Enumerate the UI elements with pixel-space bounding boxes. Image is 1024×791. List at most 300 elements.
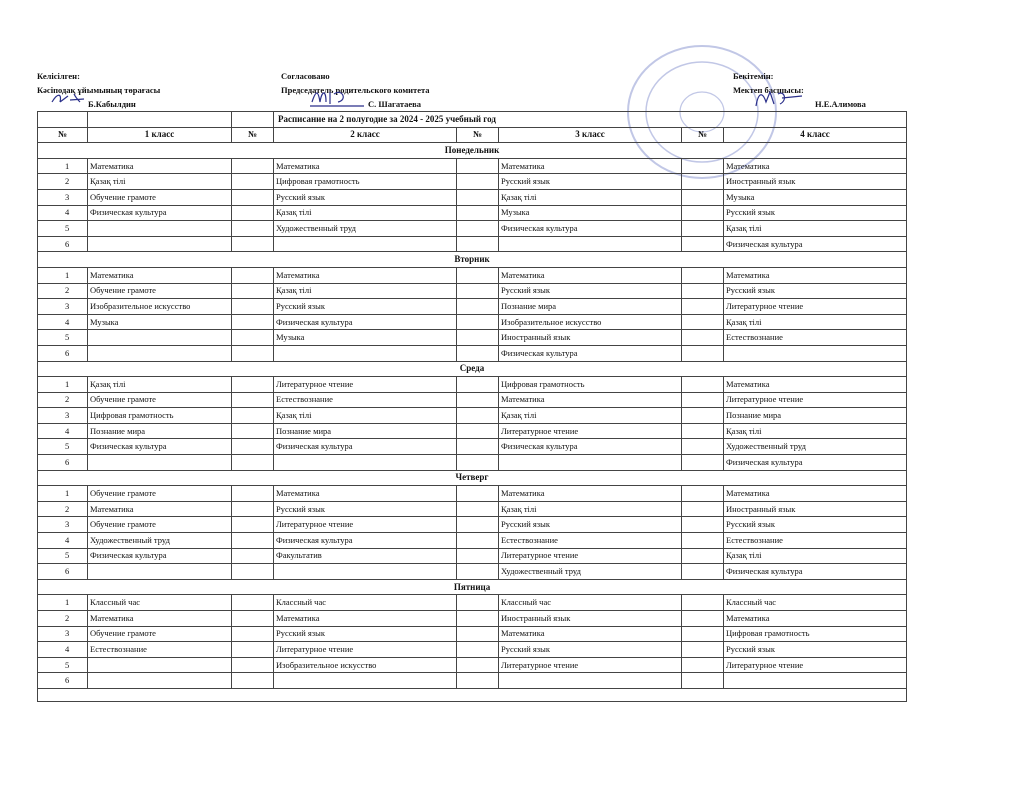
blank-cell: [457, 345, 499, 361]
table-row: [38, 158, 907, 174]
table-row: [38, 314, 907, 330]
class-2-subject: Изобразительное искусство: [274, 657, 457, 673]
day-header-row: [38, 252, 907, 268]
blank-cell: [457, 221, 499, 237]
class-1-subject: Музыка: [88, 314, 232, 330]
blank-cell: [232, 611, 274, 627]
table-row: [38, 189, 907, 205]
table-row: [38, 423, 907, 439]
class-2-subject: Русский язык: [274, 189, 457, 205]
table-footer-row: [38, 688, 907, 701]
class-4-subject: Қазақ тілі: [724, 423, 907, 439]
blank-cell: [682, 330, 724, 346]
class-3-subject: Познание мира: [499, 299, 682, 315]
class-1-subject: Изобразительное искусство: [88, 299, 232, 315]
class-2-subject: Литературное чтение: [274, 517, 457, 533]
blank-cell: [457, 267, 499, 283]
class-1-subject: [88, 221, 232, 237]
class-1-subject: Математика: [88, 611, 232, 627]
class-2-subject: Музыка: [274, 330, 457, 346]
class-3-subject: Литературное чтение: [499, 548, 682, 564]
class-2-subject: Естествознание: [274, 392, 457, 408]
blank-cell: [682, 626, 724, 642]
lesson-number: 3: [38, 517, 88, 533]
day-name: Понедельник: [38, 143, 907, 159]
class-1-subject: Обучение грамоте: [88, 392, 232, 408]
day-name: Вторник: [38, 252, 907, 268]
class-3-subject: Математика: [499, 267, 682, 283]
blank-cell: [457, 408, 499, 424]
class-2-subject: Математика: [274, 158, 457, 174]
blank-cell: [457, 392, 499, 408]
class-4-subject: Иностранный язык: [724, 174, 907, 190]
class-2-subject: Русский язык: [274, 501, 457, 517]
class-3-subject: [499, 673, 682, 689]
blank-cell: [682, 439, 724, 455]
blank-cell: [232, 267, 274, 283]
table-row: [38, 533, 907, 549]
blank-cell: [232, 564, 274, 580]
day-header-row: [38, 361, 907, 377]
blank-cell: [457, 314, 499, 330]
blank-cell: [457, 330, 499, 346]
approval-middle-name: С. Шагатаева: [368, 99, 422, 109]
class-2-subject: [274, 236, 457, 252]
approval-left-label: Келісілген:: [37, 71, 80, 81]
signature-middle: [308, 86, 366, 108]
blank-cell: [232, 299, 274, 315]
lesson-number: 2: [38, 392, 88, 408]
class-4-subject: Математика: [724, 486, 907, 502]
blank-cell: [457, 642, 499, 658]
class-3-subject: Иностранный язык: [499, 611, 682, 627]
class-1-subject: Естествознание: [88, 642, 232, 658]
lesson-number: 1: [38, 267, 88, 283]
class-4-subject: Русский язык: [724, 517, 907, 533]
blank-cell: [232, 408, 274, 424]
table-row: [38, 267, 907, 283]
day-header-row: [38, 143, 907, 159]
blank-cell: [457, 439, 499, 455]
blank-cell: [682, 345, 724, 361]
class-2-subject: Классный час: [274, 595, 457, 611]
class-3-subject: Қазақ тілі: [499, 189, 682, 205]
blank-cell: [232, 423, 274, 439]
table-row: [38, 486, 907, 502]
blank-cell: [682, 392, 724, 408]
class-3-subject: Математика: [499, 392, 682, 408]
blank-cell: [232, 533, 274, 549]
table-row: [38, 205, 907, 221]
class-3-subject: Естествознание: [499, 533, 682, 549]
class-2-subject: Цифровая грамотность: [274, 174, 457, 190]
blank-cell: [682, 221, 724, 237]
table-row: [38, 236, 907, 252]
blank-cell: [457, 564, 499, 580]
blank-cell: [457, 455, 499, 471]
class-1-subject: Обучение грамоте: [88, 486, 232, 502]
blank-cell: [682, 205, 724, 221]
class-2-subject: [274, 673, 457, 689]
class-4-subject: Иностранный язык: [724, 501, 907, 517]
class-3-subject: Математика: [499, 158, 682, 174]
class-1-subject: Математика: [88, 158, 232, 174]
day-name: Среда: [38, 361, 907, 377]
table-row: [38, 392, 907, 408]
lesson-number: 1: [38, 158, 88, 174]
class-4-subject: Классный час: [724, 595, 907, 611]
lesson-number: 5: [38, 330, 88, 346]
blank-cell: [682, 486, 724, 502]
blank-cell: [232, 377, 274, 393]
approval-left-role: Кәсіподақ ұйымының төрағасы: [37, 85, 161, 95]
class-3-subject: Математика: [499, 486, 682, 502]
class-3-subject: [499, 455, 682, 471]
class-1-subject: [88, 236, 232, 252]
class-1-subject: Физическая культура: [88, 439, 232, 455]
table-row: [38, 673, 907, 689]
blank-cell: [232, 455, 274, 471]
class-3-subject: Литературное чтение: [499, 423, 682, 439]
class-2-subject: Математика: [274, 611, 457, 627]
class-4-subject: Русский язык: [724, 642, 907, 658]
lesson-number: 5: [38, 548, 88, 564]
blank-cell: [682, 517, 724, 533]
blank-cell: [457, 174, 499, 190]
class-3-subject: Русский язык: [499, 642, 682, 658]
blank-cell: [38, 688, 907, 701]
signature-right: [752, 88, 808, 110]
class-2-subject: [274, 345, 457, 361]
table-row: [38, 221, 907, 237]
day-name: Четверг: [38, 470, 907, 486]
blank-cell: [457, 611, 499, 627]
day-name: Пятница: [38, 579, 907, 595]
column-header-row: [38, 127, 907, 143]
blank-cell: [232, 236, 274, 252]
blank-cell: [682, 455, 724, 471]
lesson-number: 4: [38, 533, 88, 549]
lesson-number: 3: [38, 189, 88, 205]
class-3-subject: Музыка: [499, 205, 682, 221]
class-4-subject: Математика: [724, 611, 907, 627]
col-no-4: №: [682, 127, 724, 143]
lesson-number: 2: [38, 174, 88, 190]
day-header-row: [38, 470, 907, 486]
lesson-number: 2: [38, 611, 88, 627]
class-2-subject: Физическая культура: [274, 314, 457, 330]
class-2-subject: Познание мира: [274, 423, 457, 439]
class-4-subject: Художественный труд: [724, 439, 907, 455]
blank-cell: [457, 673, 499, 689]
class-4-subject: Қазақ тілі: [724, 314, 907, 330]
blank-cell: [457, 377, 499, 393]
col-no-1: №: [38, 127, 88, 143]
approval-right-label: Бекітемін:: [733, 71, 774, 81]
blank-cell: [682, 267, 724, 283]
blank-cell: [232, 595, 274, 611]
class-4-subject: Музыка: [724, 189, 907, 205]
blank-cell: [457, 548, 499, 564]
approval-middle-role: Председатель родительского комитета: [281, 85, 430, 95]
blank-cell: [682, 236, 724, 252]
blank-cell: [457, 501, 499, 517]
lesson-number: 6: [38, 564, 88, 580]
schedule-table: [37, 111, 907, 702]
table-row: [38, 548, 907, 564]
blank-cell: [232, 439, 274, 455]
lesson-number: 6: [38, 673, 88, 689]
class-3-subject: Физическая культура: [499, 221, 682, 237]
blank-cell: [232, 642, 274, 658]
table-row: [38, 345, 907, 361]
signature-left: [50, 90, 90, 106]
blank-cell: [682, 408, 724, 424]
table-row: [38, 174, 907, 190]
blank-cell: [232, 158, 274, 174]
lesson-number: 5: [38, 221, 88, 237]
blank-cell: [682, 377, 724, 393]
class-4-subject: Естествознание: [724, 533, 907, 549]
blank-cell: [682, 533, 724, 549]
class-1-subject: Художественный труд: [88, 533, 232, 549]
class-4-subject: Физическая культура: [724, 455, 907, 471]
lesson-number: 2: [38, 283, 88, 299]
blank-cell: [232, 189, 274, 205]
class-1-subject: [88, 657, 232, 673]
title-row: [38, 112, 907, 128]
blank-cell: [457, 486, 499, 502]
class-2-subject: Қазақ тілі: [274, 283, 457, 299]
blank-cell: [457, 423, 499, 439]
class-4-subject: Цифровая грамотность: [724, 626, 907, 642]
blank-cell: [232, 330, 274, 346]
class-2-subject: Русский язык: [274, 626, 457, 642]
lesson-number: 1: [38, 377, 88, 393]
table-row: [38, 501, 907, 517]
class-3-subject: Литературное чтение: [499, 657, 682, 673]
blank-cell: [457, 189, 499, 205]
blank-cell: [232, 345, 274, 361]
blank-cell: [682, 299, 724, 315]
class-3-subject: Қазақ тілі: [499, 501, 682, 517]
class-4-subject: Литературное чтение: [724, 299, 907, 315]
class-2-subject: Физическая культура: [274, 439, 457, 455]
class-3-subject: Физическая культура: [499, 439, 682, 455]
class-4-subject: Математика: [724, 158, 907, 174]
approval-right-name: Н.Е.Алимова: [815, 99, 866, 109]
lesson-number: 3: [38, 408, 88, 424]
blank-cell: [232, 392, 274, 408]
table-row: [38, 283, 907, 299]
class-3-subject: Қазақ тілі: [499, 408, 682, 424]
approval-left-name: Б.Кабылдин: [88, 99, 136, 109]
class-3-subject: Цифровая грамотность: [499, 377, 682, 393]
blank-cell: [232, 548, 274, 564]
class-2-subject: Қазақ тілі: [274, 408, 457, 424]
col-class-4: 4 класс: [724, 127, 907, 143]
blank-cell: [457, 299, 499, 315]
class-3-subject: Русский язык: [499, 517, 682, 533]
table-row: [38, 611, 907, 627]
class-1-subject: [88, 564, 232, 580]
blank-cell: [457, 205, 499, 221]
lesson-number: 6: [38, 455, 88, 471]
class-1-subject: [88, 330, 232, 346]
class-1-subject: Қазақ тілі: [88, 377, 232, 393]
class-3-subject: Математика: [499, 626, 682, 642]
class-3-subject: [499, 236, 682, 252]
blank-cell: [457, 517, 499, 533]
blank-cell: [457, 236, 499, 252]
class-2-subject: Факультатив: [274, 548, 457, 564]
table-row: [38, 564, 907, 580]
class-3-subject: Русский язык: [499, 174, 682, 190]
blank-cell: [232, 221, 274, 237]
col-class-3: 3 класс: [499, 127, 682, 143]
class-1-subject: Физическая культура: [88, 548, 232, 564]
blank-cell: [682, 595, 724, 611]
blank-cell: [232, 626, 274, 642]
lesson-number: 1: [38, 486, 88, 502]
lesson-number: 6: [38, 236, 88, 252]
blank-cell: [232, 314, 274, 330]
blank-cell: [457, 533, 499, 549]
table-row: [38, 626, 907, 642]
blank-cell: [457, 626, 499, 642]
blank-cell: [682, 657, 724, 673]
table-row: [38, 330, 907, 346]
table-row: [38, 517, 907, 533]
table-row: [38, 408, 907, 424]
blank-cell: [682, 548, 724, 564]
class-1-subject: [88, 345, 232, 361]
blank-cell: [682, 283, 724, 299]
class-1-subject: Математика: [88, 267, 232, 283]
class-4-subject: Физическая культура: [724, 236, 907, 252]
day-header-row: [38, 579, 907, 595]
lesson-number: 4: [38, 642, 88, 658]
blank-cell: [232, 174, 274, 190]
col-no-3: №: [457, 127, 499, 143]
lesson-number: 3: [38, 299, 88, 315]
blank-cell: [232, 657, 274, 673]
blank-cell: [682, 564, 724, 580]
lesson-number: 4: [38, 205, 88, 221]
blank-cell: [232, 205, 274, 221]
blank-cell: [682, 501, 724, 517]
col-no-2: №: [232, 127, 274, 143]
class-4-subject: Физическая культура: [724, 564, 907, 580]
table-row: [38, 299, 907, 315]
blank-cell: [682, 189, 724, 205]
col-class-2: 2 класс: [274, 127, 457, 143]
blank-cell: [682, 423, 724, 439]
class-1-subject: Қазақ тілі: [88, 174, 232, 190]
lesson-number: 4: [38, 423, 88, 439]
class-4-subject: Қазақ тілі: [724, 221, 907, 237]
blank-cell: [232, 501, 274, 517]
blank-cell: [682, 174, 724, 190]
class-2-subject: Русский язык: [274, 299, 457, 315]
class-1-subject: Обучение грамоте: [88, 517, 232, 533]
blank-cell: [232, 673, 274, 689]
blank-cell: [682, 673, 724, 689]
class-4-subject: Литературное чтение: [724, 392, 907, 408]
class-1-subject: Обучение грамоте: [88, 189, 232, 205]
col-class-1: 1 класс: [88, 127, 232, 143]
class-1-subject: Познание мира: [88, 423, 232, 439]
class-4-subject: Естествознание: [724, 330, 907, 346]
class-4-subject: Познание мира: [724, 408, 907, 424]
class-1-subject: Физическая культура: [88, 205, 232, 221]
table-row: [38, 377, 907, 393]
class-4-subject: [724, 345, 907, 361]
class-4-subject: Литературное чтение: [724, 657, 907, 673]
blank-cell: [682, 158, 724, 174]
class-1-subject: Математика: [88, 501, 232, 517]
class-3-subject: Изобразительное искусство: [499, 314, 682, 330]
class-1-subject: Классный час: [88, 595, 232, 611]
lesson-number: 4: [38, 314, 88, 330]
class-2-subject: [274, 564, 457, 580]
table-row: [38, 657, 907, 673]
blank-cell: [457, 657, 499, 673]
class-4-subject: Русский язык: [724, 205, 907, 221]
class-4-subject: Математика: [724, 267, 907, 283]
blank-cell: [457, 283, 499, 299]
table-row: [38, 642, 907, 658]
class-4-subject: Қазақ тілі: [724, 548, 907, 564]
lesson-number: 6: [38, 345, 88, 361]
class-1-subject: Обучение грамоте: [88, 283, 232, 299]
blank-cell: [232, 517, 274, 533]
table-row: [38, 439, 907, 455]
blank-cell: [232, 283, 274, 299]
class-3-subject: Русский язык: [499, 283, 682, 299]
class-1-subject: Обучение грамоте: [88, 626, 232, 642]
approval-right-role: Мектеп басшысы:: [733, 85, 804, 95]
class-2-subject: Математика: [274, 267, 457, 283]
class-1-subject: [88, 673, 232, 689]
class-1-subject: [88, 455, 232, 471]
class-2-subject: Физическая культура: [274, 533, 457, 549]
class-3-subject: Художественный труд: [499, 564, 682, 580]
class-3-subject: Классный час: [499, 595, 682, 611]
blank-cell: [682, 611, 724, 627]
class-4-subject: [724, 673, 907, 689]
class-2-subject: Математика: [274, 486, 457, 502]
table-row: [38, 455, 907, 471]
class-1-subject: Цифровая грамотность: [88, 408, 232, 424]
lesson-number: 5: [38, 439, 88, 455]
blank-cell: [682, 642, 724, 658]
class-2-subject: Литературное чтение: [274, 377, 457, 393]
lesson-number: 2: [38, 501, 88, 517]
class-3-subject: Иностранный язык: [499, 330, 682, 346]
class-2-subject: Литературное чтение: [274, 642, 457, 658]
class-2-subject: Художественный труд: [274, 221, 457, 237]
blank-cell: [457, 595, 499, 611]
lesson-number: 1: [38, 595, 88, 611]
blank-cell: [232, 486, 274, 502]
blank-cell: [682, 314, 724, 330]
class-2-subject: [274, 455, 457, 471]
lesson-number: 5: [38, 657, 88, 673]
schedule-title: Расписание на 2 полугодие за 2024 - 2025 учебный год: [274, 112, 907, 128]
lesson-number: 3: [38, 626, 88, 642]
class-3-subject: Физическая культура: [499, 345, 682, 361]
